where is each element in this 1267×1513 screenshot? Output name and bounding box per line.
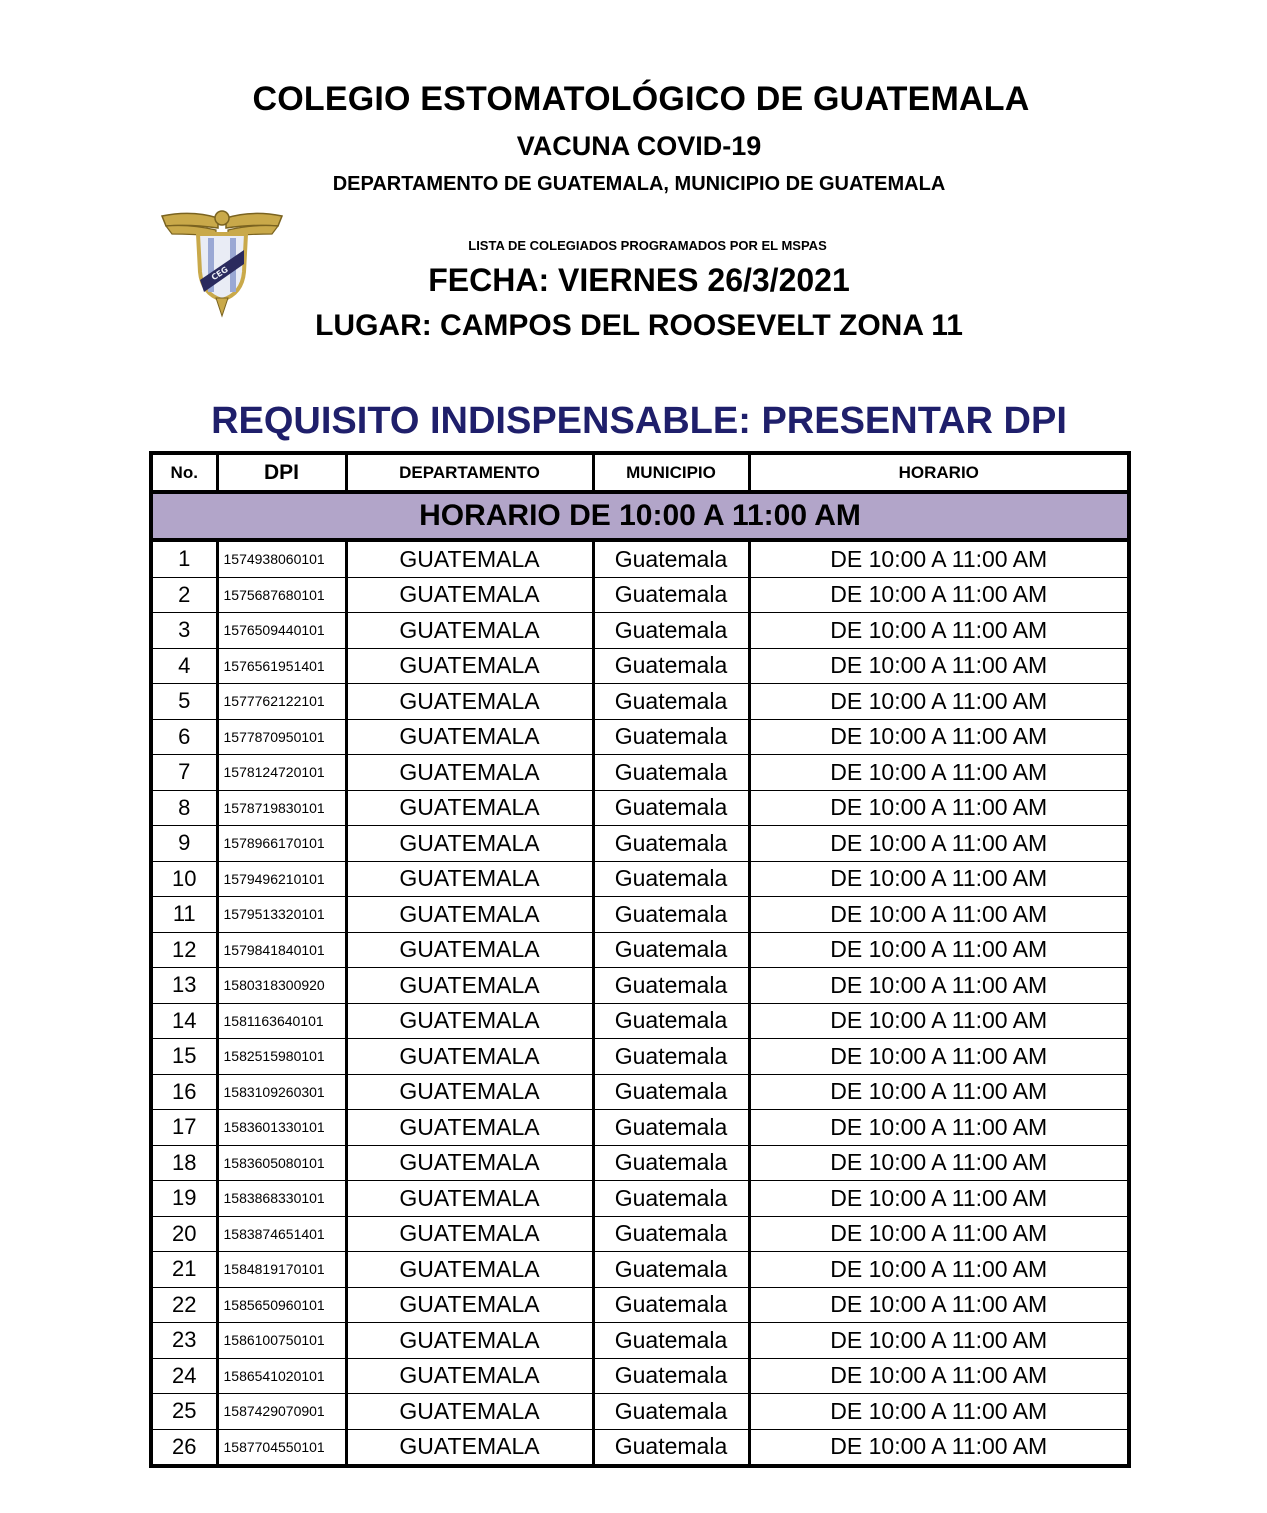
cell-no: 14 (151, 1003, 217, 1039)
cell-dpi: 1583874651401 (217, 1216, 346, 1252)
cell-no: 7 (151, 755, 217, 791)
cell-horario: DE 10:00 A 11:00 AM (749, 1145, 1129, 1181)
cell-horario: DE 10:00 A 11:00 AM (749, 1216, 1129, 1252)
cell-horario: DE 10:00 A 11:00 AM (749, 826, 1129, 862)
cell-municipio: Guatemala (593, 932, 749, 968)
cell-municipio: Guatemala (593, 719, 749, 755)
cell-departamento: GUATEMALA (346, 1110, 593, 1146)
cell-no: 13 (151, 968, 217, 1004)
cell-municipio: Guatemala (593, 790, 749, 826)
cell-dpi: 1577762122101 (217, 684, 346, 720)
cell-departamento: GUATEMALA (346, 1358, 593, 1394)
cell-no: 26 (151, 1429, 217, 1466)
section-row (151, 492, 1129, 540)
cell-dpi: 1574938060101 (217, 540, 346, 577)
cell-departamento: GUATEMALA (346, 1394, 593, 1430)
cell-horario: DE 10:00 A 11:00 AM (749, 613, 1129, 649)
cell-municipio: Guatemala (593, 861, 749, 897)
cell-departamento: GUATEMALA (346, 684, 593, 720)
cell-horario: DE 10:00 A 11:00 AM (749, 790, 1129, 826)
cell-horario: DE 10:00 A 11:00 AM (749, 1110, 1129, 1146)
cell-no: 9 (151, 826, 217, 862)
table-row (151, 755, 1129, 791)
cell-horario: DE 10:00 A 11:00 AM (749, 1394, 1129, 1430)
cell-departamento: GUATEMALA (346, 968, 593, 1004)
cell-dpi: 1576509440101 (217, 613, 346, 649)
cell-municipio: Guatemala (593, 577, 749, 613)
cell-municipio: Guatemala (593, 1181, 749, 1217)
cell-departamento: GUATEMALA (346, 1181, 593, 1217)
cell-horario: DE 10:00 A 11:00 AM (749, 1287, 1129, 1323)
cell-municipio: Guatemala (593, 1358, 749, 1394)
cell-departamento: GUATEMALA (346, 1216, 593, 1252)
cell-departamento: GUATEMALA (346, 1323, 593, 1359)
cell-no: 1 (151, 540, 217, 577)
cell-dpi: 1586100750101 (217, 1323, 346, 1359)
cell-no: 4 (151, 648, 217, 684)
cell-horario: DE 10:00 A 11:00 AM (749, 968, 1129, 1004)
cell-departamento: GUATEMALA (346, 1145, 593, 1181)
cell-dpi: 1583605080101 (217, 1145, 346, 1181)
cell-municipio: Guatemala (593, 684, 749, 720)
cell-horario: DE 10:00 A 11:00 AM (749, 1252, 1129, 1288)
table-row (151, 1110, 1129, 1146)
table-row (151, 540, 1129, 577)
table-row (151, 1252, 1129, 1288)
cell-horario: DE 10:00 A 11:00 AM (749, 1358, 1129, 1394)
cell-dpi: 1578124720101 (217, 755, 346, 791)
event-place: LUGAR: CAMPOS DEL ROOSEVELT ZONA 11 (315, 309, 963, 342)
column-header-departamento: DEPARTAMENTO (346, 453, 593, 492)
cell-dpi: 1586541020101 (217, 1358, 346, 1394)
cell-no: 25 (151, 1394, 217, 1430)
cell-departamento: GUATEMALA (346, 932, 593, 968)
cell-no: 18 (151, 1145, 217, 1181)
cell-departamento: GUATEMALA (346, 1039, 593, 1075)
cell-dpi: 1584819170101 (217, 1252, 346, 1288)
cell-municipio: Guatemala (593, 540, 749, 577)
cell-municipio: Guatemala (593, 1323, 749, 1359)
cell-municipio: Guatemala (593, 1252, 749, 1288)
cell-municipio: Guatemala (593, 1039, 749, 1075)
cell-municipio: Guatemala (593, 1394, 749, 1430)
cell-dpi: 1585650960101 (217, 1287, 346, 1323)
table-row (151, 1216, 1129, 1252)
cell-horario: DE 10:00 A 11:00 AM (749, 1039, 1129, 1075)
cell-dpi: 1579841840101 (217, 932, 346, 968)
cell-dpi: 1587704550101 (217, 1429, 346, 1466)
cell-horario: DE 10:00 A 11:00 AM (749, 1181, 1129, 1217)
cell-departamento: GUATEMALA (346, 1429, 593, 1466)
cell-dpi: 1583868330101 (217, 1181, 346, 1217)
cell-dpi: 1583601330101 (217, 1110, 346, 1146)
table-row (151, 826, 1129, 862)
cell-dpi: 1575687680101 (217, 577, 346, 613)
table-row (151, 932, 1129, 968)
table-row (151, 1074, 1129, 1110)
cell-no: 17 (151, 1110, 217, 1146)
cell-dpi: 1580318300920 (217, 968, 346, 1004)
cell-municipio: Guatemala (593, 755, 749, 791)
cell-dpi: 1583109260301 (217, 1074, 346, 1110)
table-row (151, 577, 1129, 613)
table-row (151, 1358, 1129, 1394)
cell-horario: DE 10:00 A 11:00 AM (749, 1323, 1129, 1359)
cell-no: 20 (151, 1216, 217, 1252)
cell-horario: DE 10:00 A 11:00 AM (749, 1074, 1129, 1110)
cell-departamento: GUATEMALA (346, 719, 593, 755)
cell-no: 23 (151, 1323, 217, 1359)
location-line: DEPARTAMENTO DE GUATEMALA, MUNICIPIO DE GUATEMALA (332, 173, 946, 195)
cell-dpi: 1579513320101 (217, 897, 346, 933)
cell-no: 3 (151, 613, 217, 649)
cell-departamento: GUATEMALA (346, 1287, 593, 1323)
cell-horario: DE 10:00 A 11:00 AM (749, 577, 1129, 613)
column-header-municipio: MUNICIPIO (593, 453, 749, 492)
table-row (151, 968, 1129, 1004)
cell-no: 6 (151, 719, 217, 755)
section-label: HORARIO DE 10:00 A 11:00 AM (151, 492, 1129, 540)
table-header-row (151, 453, 1129, 492)
cell-municipio: Guatemala (593, 897, 749, 933)
cell-no: 16 (151, 1074, 217, 1110)
cell-no: 24 (151, 1358, 217, 1394)
cell-departamento: GUATEMALA (346, 790, 593, 826)
column-header-no: No. (151, 453, 217, 492)
table-row (151, 1181, 1129, 1217)
cell-dpi: 1587429070901 (217, 1394, 346, 1430)
cell-municipio: Guatemala (593, 1074, 749, 1110)
cell-horario: DE 10:00 A 11:00 AM (749, 897, 1129, 933)
cell-dpi: 1582515980101 (217, 1039, 346, 1075)
table-row (151, 1287, 1129, 1323)
table-row (151, 613, 1129, 649)
cell-dpi: 1581163640101 (217, 1003, 346, 1039)
cell-departamento: GUATEMALA (346, 826, 593, 862)
table-row (151, 1323, 1129, 1359)
table-row (151, 861, 1129, 897)
cell-no: 22 (151, 1287, 217, 1323)
cell-departamento: GUATEMALA (346, 897, 593, 933)
cell-dpi: 1578966170101 (217, 826, 346, 862)
table-row (151, 1394, 1129, 1430)
cell-departamento: GUATEMALA (346, 755, 593, 791)
svg-text:CEG: CEG (209, 264, 230, 283)
cell-departamento: GUATEMALA (346, 1252, 593, 1288)
table-row (151, 684, 1129, 720)
cell-no: 19 (151, 1181, 217, 1217)
cell-departamento: GUATEMALA (346, 648, 593, 684)
cell-no: 5 (151, 684, 217, 720)
document-subtitle: VACUNA COVID-19 (516, 131, 762, 161)
cell-no: 2 (151, 577, 217, 613)
cell-departamento: GUATEMALA (346, 1003, 593, 1039)
cell-municipio: Guatemala (593, 826, 749, 862)
cell-no: 11 (151, 897, 217, 933)
vaccination-schedule-table (149, 451, 1131, 1468)
cell-municipio: Guatemala (593, 968, 749, 1004)
table-row (151, 1039, 1129, 1075)
cell-municipio: Guatemala (593, 1110, 749, 1146)
cell-dpi: 1576561951401 (217, 648, 346, 684)
cell-horario: DE 10:00 A 11:00 AM (749, 755, 1129, 791)
table-row (151, 1145, 1129, 1181)
cell-departamento: GUATEMALA (346, 861, 593, 897)
cell-dpi: 1577870950101 (217, 719, 346, 755)
cell-horario: DE 10:00 A 11:00 AM (749, 932, 1129, 968)
cell-horario: DE 10:00 A 11:00 AM (749, 648, 1129, 684)
table-row (151, 1003, 1129, 1039)
column-header-horario: HORARIO (749, 453, 1129, 492)
document-title: COLEGIO ESTOMATOLÓGICO DE GUATEMALA (252, 80, 1030, 118)
cell-horario: DE 10:00 A 11:00 AM (749, 719, 1129, 755)
table-row (151, 719, 1129, 755)
cell-departamento: GUATEMALA (346, 577, 593, 613)
cell-horario: DE 10:00 A 11:00 AM (749, 1429, 1129, 1466)
cell-horario: DE 10:00 A 11:00 AM (749, 861, 1129, 897)
cell-no: 15 (151, 1039, 217, 1075)
cell-municipio: Guatemala (593, 1003, 749, 1039)
requirement-notice: REQUISITO INDISPENSABLE: PRESENTAR DPI (211, 400, 1067, 442)
cell-horario: DE 10:00 A 11:00 AM (749, 1003, 1129, 1039)
cell-horario: DE 10:00 A 11:00 AM (749, 684, 1129, 720)
table-row (151, 648, 1129, 684)
cell-departamento: GUATEMALA (346, 613, 593, 649)
table-row (151, 1429, 1129, 1466)
table-body (151, 540, 1129, 1466)
cell-municipio: Guatemala (593, 1145, 749, 1181)
cell-municipio: Guatemala (593, 1287, 749, 1323)
list-caption: LISTA DE COLEGIADOS PROGRAMADOS POR EL MSPAS (468, 238, 827, 253)
cell-municipio: Guatemala (593, 1216, 749, 1252)
cell-municipio: Guatemala (593, 648, 749, 684)
cell-no: 10 (151, 861, 217, 897)
table-row (151, 897, 1129, 933)
table-row (151, 790, 1129, 826)
cell-dpi: 1578719830101 (217, 790, 346, 826)
cell-departamento: GUATEMALA (346, 1074, 593, 1110)
event-date: FECHA: VIERNES 26/3/2021 (428, 262, 850, 298)
cell-no: 21 (151, 1252, 217, 1288)
cell-no: 8 (151, 790, 217, 826)
cell-departamento: GUATEMALA (346, 540, 593, 577)
column-header-dpi: DPI (217, 453, 346, 492)
cell-municipio: Guatemala (593, 1429, 749, 1466)
cell-no: 12 (151, 932, 217, 968)
cell-municipio: Guatemala (593, 613, 749, 649)
cell-horario: DE 10:00 A 11:00 AM (749, 540, 1129, 577)
cell-dpi: 1579496210101 (217, 861, 346, 897)
